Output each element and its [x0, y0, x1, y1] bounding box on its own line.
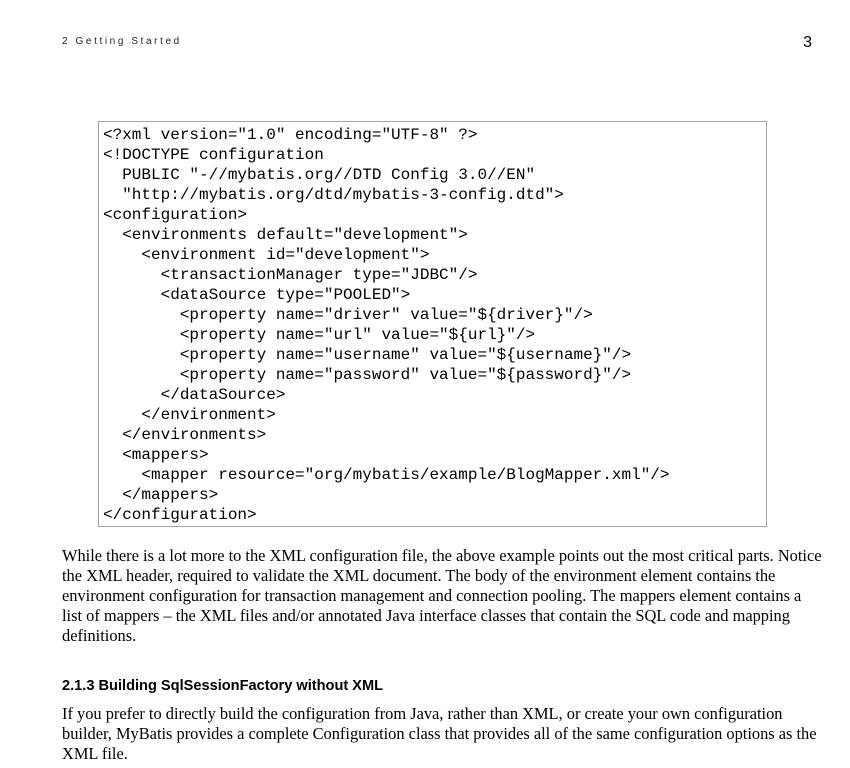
- code-line: <?xml version="1.0" encoding="UTF-8" ?>: [103, 126, 478, 144]
- code-line: </mappers>: [103, 486, 219, 504]
- code-line: <environments default="development">: [103, 226, 468, 244]
- code-line: <mapper resource="org/mybatis/example/BlogMapper.xml"/>: [103, 466, 670, 484]
- body-paragraph-java-config: If you prefer to directly build the configuration from Java, rather than XML, or create your own configuration builder, MyBatis provides a complete Configuration class that provides all of the same configuration options as the XML file.: [62, 704, 817, 763]
- code-line: <transactionManager type="JDBC"/>: [103, 266, 478, 284]
- running-header: 2 Getting Started: [62, 36, 182, 47]
- code-line: <mappers>: [103, 446, 209, 464]
- code-line: </environment>: [103, 406, 276, 424]
- code-line: <property name="driver" value="${driver}"/>: [103, 306, 593, 324]
- code-line: <configuration>: [103, 206, 248, 224]
- code-line: PUBLIC "-//mybatis.org//DTD Config 3.0//EN": [103, 166, 536, 184]
- code-line: <environment id="development">: [103, 246, 430, 264]
- code-line: <property name="url" value="${url}"/>: [103, 326, 536, 344]
- code-line: </environments>: [103, 426, 267, 444]
- code-line: <dataSource type="POOLED">: [103, 286, 411, 304]
- code-line: <!DOCTYPE configuration: [103, 146, 324, 164]
- code-line: <property name="username" value="${username}"/>: [103, 346, 632, 364]
- code-block: [98, 121, 767, 527]
- code-line: <property name="password" value="${password}"/>: [103, 366, 632, 384]
- code-line: </dataSource>: [103, 386, 286, 404]
- code-line: </configuration>: [103, 506, 257, 524]
- page-number: 3: [803, 34, 812, 51]
- body-paragraph-config-explanation: While there is a lot more to the XML configuration file, the above example points out the most critical parts. Notice the XML header, required to validate the XML document. The body of the environment element contains the environment configuration for transaction management and connection pooling. The mappers element contains a list of mappers – the XML files and/or annotated Java interface classes that contain the SQL code and mapping definitions.: [62, 546, 822, 645]
- section-heading: 2.1.3 Building SqlSessionFactory without XML: [62, 678, 384, 694]
- code-line: "http://mybatis.org/dtd/mybatis-3-config.dtd">: [103, 186, 564, 204]
